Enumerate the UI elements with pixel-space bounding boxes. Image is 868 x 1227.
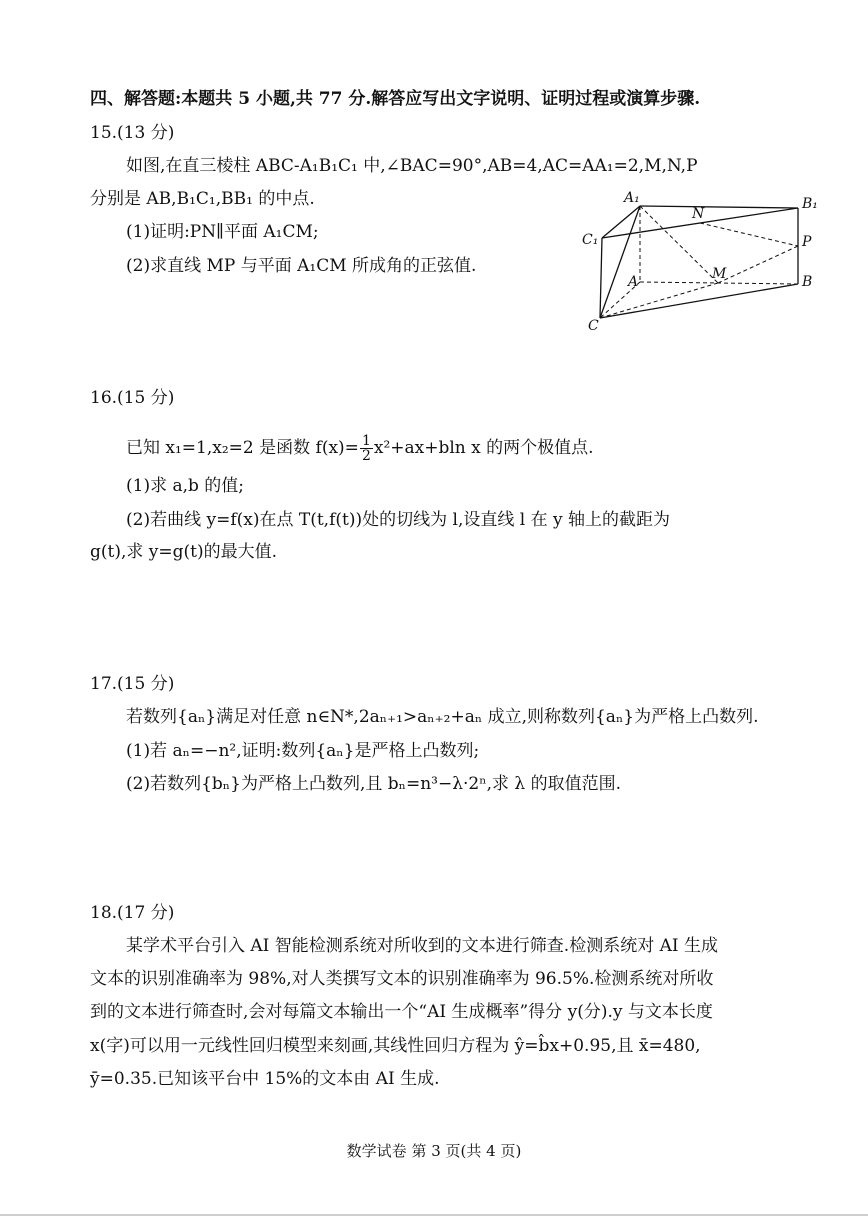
section-header: 四、解答题:本题共 5 小题,共 77 分.解答应写出文字说明、证明过程或演算步骤.: [90, 89, 701, 109]
label-a1: A₁: [624, 190, 640, 206]
q17-stem: 若数列{aₙ}满足对任意 n∈N*,2aₙ₊₁>aₙ₊₂+aₙ 成立,则称数列{aₙ}为严格上凸数列.: [126, 707, 759, 727]
prism-figure: [572, 186, 834, 338]
label-c1: C₁: [582, 232, 599, 248]
q16-stem-post: x²+ax+bln x 的两个极值点.: [373, 438, 594, 458]
q17-part2: (2)若数列{bₙ}为严格上凸数列,且 bₙ=n³−λ·2ⁿ,求 λ 的取值范围.: [126, 774, 621, 794]
q16-number: 16.(15 分): [90, 388, 175, 408]
q16-fraction: [360, 434, 373, 463]
q18-line2: 文本的识别准确率为 98%,对人类撰写文本的识别准确率为 96.5%.检测系统对所收: [90, 969, 714, 989]
q15-number: 15.(13 分): [90, 123, 175, 143]
page-footer: 数学试卷 第 3 页(共 4 页): [346, 1142, 522, 1160]
q17-part1: (1)若 aₙ=−n²,证明:数列{aₙ}是严格上凸数列;: [126, 741, 480, 761]
bottom-rule: [0, 1214, 868, 1216]
q15-part1: (1)证明:PN∥平面 A₁CM;: [126, 222, 319, 242]
q15-stem-line1: 如图,在直三棱柱 ABC-A₁B₁C₁ 中,∠BAC=90°,AB=4,AC=AA₁=2,M,N,P: [126, 156, 698, 176]
q16-frac-den: 2: [361, 448, 371, 464]
q18-line5: ȳ=0.35.已知该平台中 15%的文本由 AI 生成.: [90, 1069, 440, 1089]
label-b: B: [802, 274, 813, 290]
label-m: M: [712, 266, 727, 282]
label-b1: B₁: [802, 196, 818, 212]
q16-part1: (1)求 a,b 的值;: [126, 476, 245, 496]
q16-stem-pre: 已知 x₁=1,x₂=2 是函数 f(x)=: [126, 438, 359, 458]
q17-number: 17.(15 分): [90, 674, 175, 694]
q18-line3: 到的文本进行筛查时,会对每篇文本输出一个“AI 生成概率”得分 y(分).y 与文本长度: [90, 1002, 713, 1022]
q18-number: 18.(17 分): [90, 903, 175, 923]
q15-stem-line2: 分别是 AB,B₁C₁,BB₁ 的中点.: [90, 189, 315, 209]
q16-stem: [126, 434, 594, 463]
q16-part2-line2: g(t),求 y=g(t)的最大值.: [90, 542, 278, 562]
label-p: P: [802, 234, 812, 250]
q15-part2: (2)求直线 MP 与平面 A₁CM 所成角的正弦值.: [126, 256, 477, 276]
label-a: A: [628, 274, 639, 290]
q18-line4: x(字)可以用一元线性回归模型来刻画,其线性回归方程为 ŷ=b̂x+0.95,且 x̄=480,: [90, 1036, 701, 1056]
q16-part2-line1: (2)若曲线 y=f(x)在点 T(t,f(t))处的切线为 l,设直线 l 在 y 轴上的截距为: [126, 510, 671, 530]
q18-line1: 某学术平台引入 AI 智能检测系统对所收到的文本进行筛查.检测系统对 AI 生成: [126, 936, 719, 956]
q16-frac-num: 1: [361, 433, 371, 449]
label-n: N: [692, 206, 705, 222]
label-c: C: [588, 318, 599, 334]
